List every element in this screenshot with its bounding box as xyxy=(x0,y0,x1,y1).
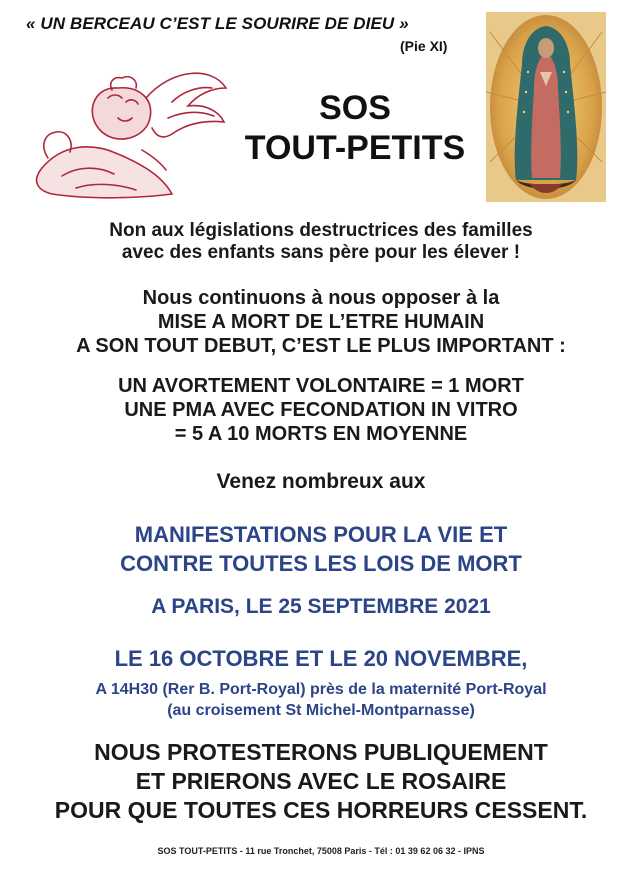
closing-statement xyxy=(0,738,642,825)
figures-line-3: = 5 A 10 MORTS EN MOYENNE xyxy=(174,423,468,445)
opposition-line-2: MISE A MORT DE L’ETRE HUMAIN xyxy=(157,311,485,333)
intro-line-2: avec des enfants sans père pour les élever ! xyxy=(121,242,521,263)
closing-line-3: POUR QUE TOUTES CES HORREURS CESSENT. xyxy=(54,797,588,823)
intro-line-1: Non aux législations destructrices des familles xyxy=(109,220,533,241)
cherub-illustration xyxy=(22,58,230,208)
opposition-line-1: Nous continuons à nous opposer à la xyxy=(142,287,500,309)
title-line-1: SOS xyxy=(319,89,391,127)
page-title xyxy=(230,88,480,168)
intro-statement xyxy=(0,220,642,264)
event-title xyxy=(0,520,642,578)
opposition-line-3: A SON TOUT DEBUT, C’EST LE PLUS IMPORTANT : xyxy=(76,335,566,357)
event-location-line-2: (au croisement St Michel-Montparnasse) xyxy=(167,702,475,719)
event-dates-extra: LE 16 OCTOBRE ET LE 20 NOVEMBRE, xyxy=(114,646,528,671)
closing-line-1: NOUS PROTESTERONS PUBLIQUEMENT xyxy=(94,739,548,765)
invitation-text: Venez nombreux aux xyxy=(216,470,426,493)
opposition-statement xyxy=(0,286,642,358)
event-date-paris: A PARIS, LE 25 SEPTEMBRE 2021 xyxy=(151,595,491,618)
event-title-line-1: MANIFESTATIONS POUR LA VIE ET xyxy=(134,522,508,547)
event-location-line-1: A 14H30 (Rer B. Port-Royal) près de la maternité Port-Royal xyxy=(95,681,547,698)
figures-statement xyxy=(0,374,642,446)
header-quote: « UN BERCEAU C’EST LE SOURIRE DE DIEU » xyxy=(26,14,409,33)
figures-line-1: UN AVORTEMENT VOLONTAIRE = 1 MORT xyxy=(118,375,524,397)
closing-line-2: ET PRIERONS AVEC LE ROSAIRE xyxy=(135,768,507,794)
footer-contact: SOS TOUT-PETITS - 11 rue Tronchet, 75008 Paris - Tél : 01 39 62 06 32 - IPNS xyxy=(157,846,485,856)
event-title-line-2: CONTRE TOUTES LES LOIS DE MORT xyxy=(120,551,522,576)
quote-author: (Pie XI) xyxy=(400,38,448,54)
event-location xyxy=(0,679,642,721)
virgin-of-guadalupe-image xyxy=(486,12,606,202)
title-line-2: TOUT-PETITS xyxy=(244,129,466,167)
figures-line-2: UNE PMA AVEC FECONDATION IN VITRO xyxy=(124,399,518,421)
